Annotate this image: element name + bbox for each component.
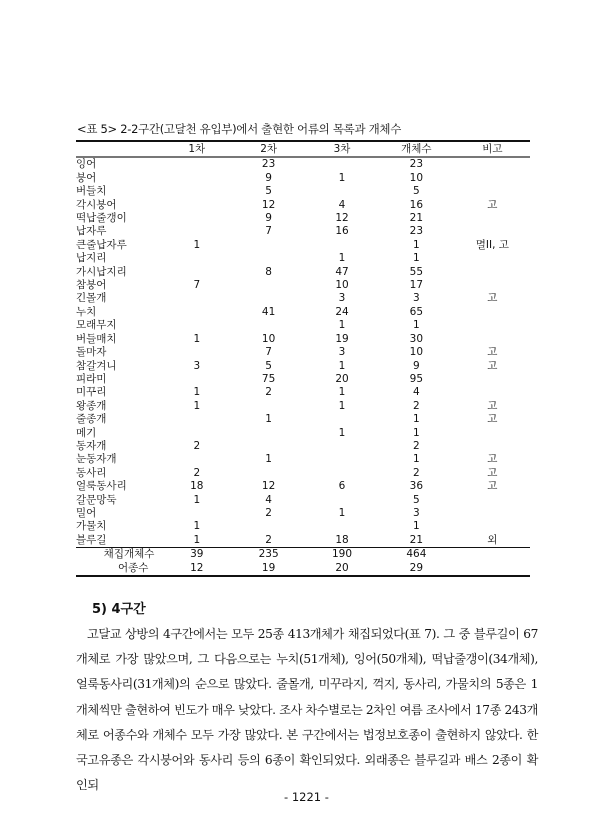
survey-1-count [162, 319, 231, 332]
survey-3-count: 1 [338, 319, 346, 332]
total-count: 3 [413, 506, 420, 519]
note-cell: 고 [487, 346, 498, 359]
species-name: 줄종개 [76, 413, 107, 426]
survey-1-count: 1 [193, 238, 201, 251]
survey-2-count: 9 [265, 212, 272, 225]
table-row [76, 494, 530, 507]
survey-2-count: 75 [261, 372, 276, 385]
table-row [76, 360, 530, 373]
survey-3-count: 19 [335, 332, 349, 345]
survey-2-count [231, 520, 306, 533]
survey-2-count: 12 [261, 480, 276, 493]
total-count: 21 [409, 212, 424, 225]
survey-2-count: 23 [261, 158, 276, 171]
survey-1-count [162, 292, 231, 305]
species-name: 돌마자 [76, 346, 107, 359]
survey-2-count: 5 [265, 359, 272, 372]
note-cell [455, 225, 530, 238]
note-cell [455, 279, 530, 292]
table-row [76, 386, 530, 399]
survey-3-count: 190 [331, 548, 353, 561]
survey-2-count: 7 [265, 225, 272, 238]
total-count: 1 [413, 426, 420, 439]
survey-2-count [231, 400, 306, 413]
survey-1-count [162, 225, 231, 238]
survey-1-count [162, 199, 231, 212]
table-row [76, 534, 530, 548]
note-cell [455, 440, 530, 453]
survey-3-count: 1 [338, 252, 346, 265]
survey-2-count: 5 [265, 185, 272, 198]
survey-1-count [162, 157, 231, 171]
note-cell [455, 507, 530, 520]
survey-2-count [231, 467, 306, 480]
total-count: 29 [378, 562, 455, 576]
note-cell [455, 252, 530, 265]
total-count: 1 [413, 453, 420, 466]
survey-2-count [231, 440, 306, 453]
header-survey-2: 2차 [231, 141, 306, 157]
survey-1-count [162, 346, 231, 359]
survey-3-count: 47 [335, 265, 349, 278]
species-name: 모래무지 [76, 319, 117, 332]
survey-1-count: 1 [193, 332, 201, 345]
survey-3-count: 6 [338, 480, 346, 493]
survey-2-count: 7 [265, 346, 272, 359]
table-row [76, 373, 530, 386]
table-row [76, 467, 530, 480]
total-count: 10 [409, 346, 424, 359]
survey-1-count: 2 [193, 466, 201, 479]
species-name: 밀어 [76, 506, 97, 519]
species-name: 잉어 [76, 158, 97, 171]
note-cell [455, 212, 530, 225]
total-count: 10 [409, 171, 424, 184]
survey-2-count [231, 427, 306, 440]
survey-3-count: 1 [338, 359, 346, 372]
survey-1-count: 12 [162, 562, 231, 576]
survey-1-count: 3 [193, 359, 201, 372]
survey-2-count: 1 [265, 413, 272, 426]
note-cell: 고 [487, 480, 498, 493]
note-cell: 고 [487, 292, 498, 305]
species-name: 가시납지리 [76, 265, 127, 278]
body-paragraph: 고달교 상방의 4구간에서는 모두 25종 413개체가 채집되었다(표 7). 그 중 블루길이 67개체로 가장 많았으며, 그 다음으로는 누치(51개체), 잉어(50개체), 떡납줄갱이(34개체), 얼룩동사리(31개체)의 순으로 많았다. 줄몰개, 미꾸라지, 꺽지, 동사리, 가물치의 5종은 1개체씩만 출현하여 빈도가 매우 낮았다. 조사 차수별로는 2차인 여름 조사에서 17종 243개체로 어종수와 개체수 모두 가장 많았다. 본 구간에서는 법정보호종이 출현하지 않았다. 한국고유종은 각시붕어와 동사리 등의 6종이 확인되었다. 외래종은 블루길과 배스 2종이 확인되 [76, 627, 538, 793]
survey-3-count: 1 [338, 506, 346, 519]
note-cell [455, 185, 530, 198]
survey-2-count: 2 [231, 534, 306, 548]
survey-3-count [306, 239, 378, 252]
survey-1-count [162, 266, 231, 279]
survey-1-count: 2 [193, 439, 201, 452]
note-cell [455, 520, 530, 533]
note-cell: 고 [487, 198, 498, 211]
page-number: - 1221 - [284, 790, 329, 804]
table-row [76, 266, 530, 279]
header-survey-1: 1차 [162, 141, 231, 157]
survey-1-count: 1 [162, 534, 231, 548]
species-name: 피라미 [76, 372, 107, 385]
note-cell [455, 427, 530, 440]
survey-3-count [306, 157, 378, 171]
species-name: 버들치 [76, 185, 107, 198]
note-cell [455, 373, 530, 386]
table-row [76, 279, 530, 292]
survey-2-count: 10 [261, 332, 276, 345]
species-name: 얼룩동사리 [76, 480, 127, 493]
survey-3-count [306, 467, 378, 480]
species-name: 붕어 [76, 171, 97, 184]
survey-3-count [306, 440, 378, 453]
survey-1-count: 1 [193, 386, 201, 399]
survey-3-count [306, 494, 378, 507]
table-row [76, 520, 530, 533]
survey-3-count [306, 413, 378, 426]
survey-2-count: 235 [258, 548, 279, 561]
table-row [76, 480, 530, 493]
header-survey-3: 3차 [306, 141, 378, 157]
table-row [76, 413, 530, 426]
survey-3-count: 24 [335, 305, 349, 318]
survey-2-count: 19 [231, 562, 306, 576]
header-note: 비고 [455, 141, 530, 157]
total-count: 17 [409, 279, 424, 292]
note-cell [455, 266, 530, 279]
note-cell [455, 548, 530, 562]
survey-3-count: 12 [335, 212, 349, 225]
total-count: 65 [409, 305, 424, 318]
total-count: 36 [409, 480, 424, 493]
total-count: 2 [413, 439, 420, 452]
summary-label: 채집개체수 [103, 548, 155, 561]
survey-1-count: 1 [193, 399, 201, 412]
total-count: 2 [413, 466, 420, 479]
total-count: 1 [413, 238, 420, 251]
survey-3-count: 3 [338, 346, 346, 359]
table-row [76, 212, 530, 225]
total-count: 1 [413, 252, 420, 265]
note-cell: 고 [487, 466, 498, 479]
survey-2-count: 8 [265, 265, 272, 278]
species-name: 미꾸리 [76, 386, 107, 399]
survey-1-count [162, 427, 231, 440]
note-cell [455, 562, 530, 576]
species-name: 참붕어 [76, 279, 107, 292]
total-count: 9 [413, 359, 420, 372]
survey-2-count: 2 [265, 506, 272, 519]
species-name: 동자개 [76, 439, 107, 452]
species-name: 납지리 [76, 252, 107, 265]
survey-3-count: 18 [306, 534, 378, 548]
fish-table [76, 140, 530, 577]
survey-1-count [162, 172, 231, 185]
survey-1-count [162, 212, 231, 225]
survey-2-count [231, 319, 306, 332]
survey-1-count: 1 [193, 493, 201, 506]
species-name: 큰줄납자루 [76, 238, 127, 251]
survey-3-count: 1 [338, 386, 346, 399]
total-count: 3 [413, 292, 420, 305]
survey-3-count: 20 [335, 372, 349, 385]
note-cell: 고 [487, 453, 498, 466]
table-header-row [76, 141, 530, 157]
survey-1-count [162, 185, 231, 198]
note-cell: 고 [487, 413, 498, 426]
table-row [76, 440, 530, 453]
table-row [76, 157, 530, 171]
species-name: 메기 [76, 426, 97, 439]
survey-1-count [162, 252, 231, 265]
total-count: 23 [409, 225, 424, 238]
survey-1-count: 39 [190, 548, 204, 561]
survey-3-count: 4 [338, 198, 346, 211]
table-row [76, 306, 530, 319]
species-name: 참갈겨니 [76, 359, 117, 372]
table-row [76, 346, 530, 359]
header-species [76, 141, 162, 157]
survey-1-count [162, 306, 231, 319]
table-row [76, 400, 530, 413]
note-cell: 고 [487, 359, 498, 372]
species-name: 납자루 [76, 225, 107, 238]
table-row [76, 239, 530, 252]
table-row [76, 199, 530, 212]
note-cell [455, 306, 530, 319]
note-cell: 고 [487, 399, 498, 412]
species-name: 갈문망둑 [76, 493, 117, 506]
survey-2-count [231, 279, 306, 292]
survey-2-count: 1 [265, 453, 272, 466]
species-name: 동사리 [76, 466, 107, 479]
note-cell [455, 172, 530, 185]
survey-1-count: 7 [193, 279, 201, 292]
note-cell: 외 [455, 534, 530, 548]
note-cell: 멸II, 고 [475, 238, 509, 251]
note-cell [455, 386, 530, 399]
total-count: 464 [406, 548, 427, 561]
summary-label: 어종수 [76, 562, 162, 576]
table-row [76, 453, 530, 466]
species-name: 왕종개 [76, 399, 107, 412]
species-name: 각시붕어 [76, 198, 117, 211]
note-cell [455, 333, 530, 346]
survey-3-count: 16 [335, 225, 349, 238]
survey-1-count: 18 [190, 480, 204, 493]
survey-3-count: 3 [338, 292, 346, 305]
survey-1-count [162, 453, 231, 466]
total-count: 5 [413, 493, 420, 506]
total-count: 2 [413, 399, 420, 412]
total-count: 55 [409, 265, 424, 278]
table-row [76, 292, 530, 305]
table-row [76, 252, 530, 265]
species-name: 눈동자개 [76, 453, 117, 466]
total-count: 1 [413, 319, 420, 332]
survey-3-count: 1 [338, 426, 346, 439]
survey-2-count: 41 [261, 305, 276, 318]
table-row [76, 319, 530, 332]
species-name: 긴몰개 [76, 292, 107, 305]
survey-1-count [162, 373, 231, 386]
survey-3-count: 1 [338, 399, 346, 412]
total-count: 30 [409, 332, 424, 345]
total-count: 5 [413, 185, 420, 198]
summary-row [76, 548, 530, 562]
survey-3-count: 20 [306, 562, 378, 576]
survey-1-count [162, 507, 231, 520]
table-row [76, 185, 530, 198]
species-name: 누치 [76, 305, 97, 318]
total-count: 4 [413, 386, 420, 399]
survey-2-count [231, 252, 306, 265]
total-count: 1 [413, 413, 420, 426]
survey-1-count [162, 413, 231, 426]
species-name: 블루길 [76, 534, 162, 548]
survey-3-count: 10 [335, 279, 349, 292]
survey-2-count: 9 [265, 171, 272, 184]
survey-2-count [231, 239, 306, 252]
note-cell [455, 494, 530, 507]
survey-2-count: 12 [261, 198, 276, 211]
total-count: 1 [413, 520, 420, 533]
section-heading: 5) 4구간 [92, 602, 146, 617]
note-cell [455, 157, 530, 171]
total-count: 21 [378, 534, 455, 548]
survey-3-count [306, 520, 378, 533]
survey-1-count: 1 [193, 520, 201, 533]
summary-row [76, 562, 530, 576]
table-row [76, 507, 530, 520]
table-row [76, 225, 530, 238]
table-caption: <표 5> 2-2구간(고달천 유입부)에서 출현한 어류의 목록과 개체수 [77, 122, 402, 136]
survey-3-count: 1 [338, 171, 346, 184]
species-name: 버들매치 [76, 332, 117, 345]
survey-2-count: 4 [265, 493, 272, 506]
survey-3-count [306, 185, 378, 198]
total-count: 23 [409, 158, 424, 171]
table-row [76, 427, 530, 440]
total-count: 95 [409, 372, 424, 385]
table-row [76, 333, 530, 346]
survey-2-count [231, 292, 306, 305]
total-count: 16 [409, 198, 424, 211]
note-cell [455, 319, 530, 332]
header-total: 개체수 [378, 141, 455, 157]
table-row [76, 172, 530, 185]
survey-2-count: 2 [265, 386, 272, 399]
survey-3-count [306, 453, 378, 466]
species-name: 떡납줄갱이 [76, 212, 127, 225]
species-name: 가물치 [76, 520, 107, 533]
